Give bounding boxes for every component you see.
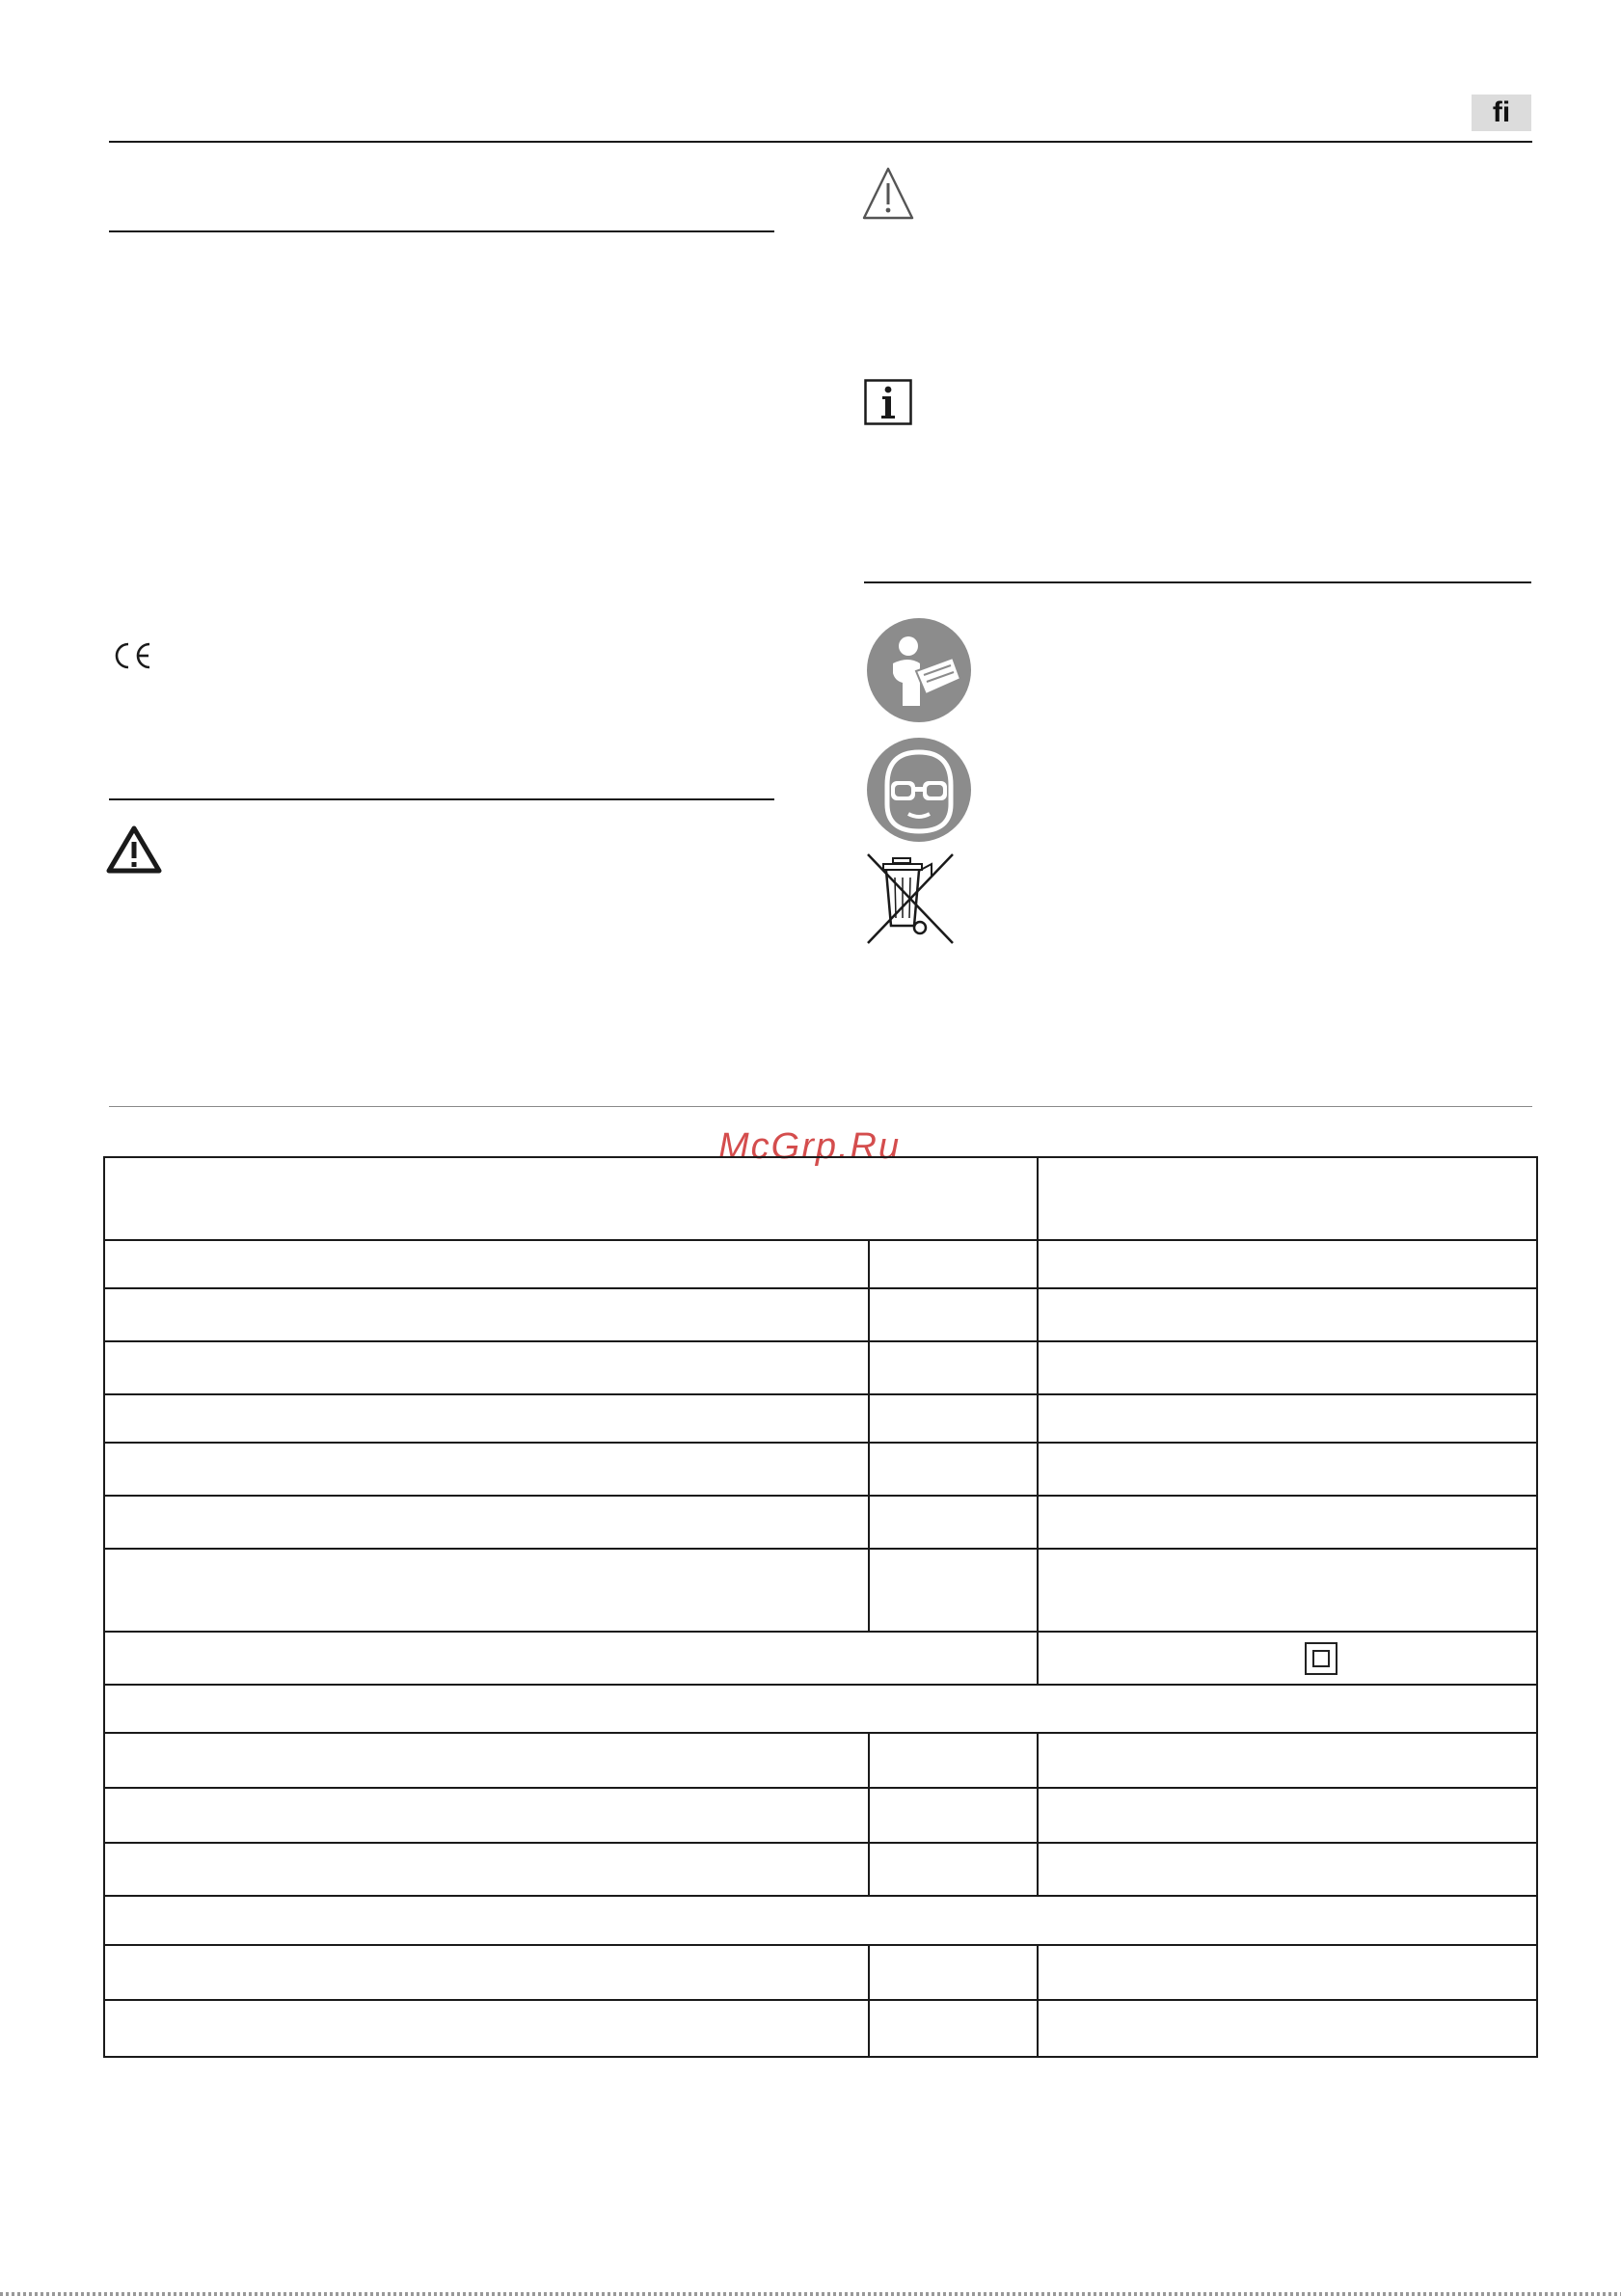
table-row [104, 1443, 1537, 1496]
table-cell [869, 1788, 1038, 1843]
table-cell [104, 1394, 869, 1443]
table-cell [104, 1632, 1038, 1685]
table-header-row [104, 1157, 1537, 1240]
table-cell [1038, 2000, 1537, 2057]
table-cell [104, 1788, 869, 1843]
left-section-rule-1 [109, 230, 774, 232]
table-cell [104, 1496, 869, 1549]
table-cell [869, 1945, 1038, 2000]
table-cell [1038, 1157, 1537, 1240]
table-row [104, 1496, 1537, 1549]
page-bottom-edge [0, 2292, 1621, 2296]
protection-class-cell [1038, 1632, 1537, 1685]
table-cell [104, 1443, 869, 1496]
table-section-row [104, 1896, 1537, 1945]
table-row [104, 1341, 1537, 1394]
table-cell [869, 1240, 1038, 1288]
table-cell [1038, 1788, 1537, 1843]
table-cell [869, 1733, 1038, 1788]
table-cell [104, 1240, 869, 1288]
warning-triangle-icon [106, 824, 162, 875]
right-section-rule [864, 581, 1531, 583]
table-cell [869, 1341, 1038, 1394]
table-cell [1038, 1843, 1537, 1896]
eye-protection-icon [866, 737, 972, 843]
table-cell [104, 1341, 869, 1394]
table-cell [1038, 1443, 1537, 1496]
header-rule [109, 141, 1532, 143]
info-icon [864, 379, 912, 425]
table-cell [104, 1549, 869, 1632]
table-cell [869, 1443, 1038, 1496]
table-row [104, 1549, 1537, 1632]
table-section-cell [104, 1896, 1537, 1945]
left-section-rule-2 [109, 798, 774, 800]
language-badge: fi [1472, 95, 1531, 131]
table-row [104, 1394, 1537, 1443]
table-cell [1038, 1733, 1537, 1788]
table-cell [1038, 1240, 1537, 1288]
table-row [104, 2000, 1537, 2057]
table-cell [869, 1394, 1038, 1443]
table-row [104, 1733, 1537, 1788]
table-cell [1038, 1549, 1537, 1632]
class-ii-icon [1305, 1642, 1337, 1675]
table-cell [869, 1496, 1038, 1549]
table-cell [1038, 1341, 1537, 1394]
table-cell [104, 1157, 1038, 1240]
table-cell [869, 2000, 1038, 2057]
table-cell [1038, 1945, 1537, 2000]
table-cell [104, 2000, 869, 2057]
table-section-row [104, 1685, 1537, 1733]
crossed-out-bin-icon [864, 852, 957, 945]
table-cell [869, 1843, 1038, 1896]
table-cell [869, 1549, 1038, 1632]
technical-data-table [103, 1156, 1538, 2058]
table-cell [869, 1288, 1038, 1341]
protection-class-row [104, 1632, 1537, 1685]
table-cell [104, 1733, 869, 1788]
table-row [104, 1788, 1537, 1843]
table-row [104, 1843, 1537, 1896]
table-cell [104, 1945, 869, 2000]
table-row [104, 1945, 1537, 2000]
table-section-cell [104, 1685, 1537, 1733]
table-cell [1038, 1288, 1537, 1341]
table-cell [104, 1843, 869, 1896]
warning-triangle-outline-icon [861, 166, 915, 222]
table-top-rule [109, 1106, 1532, 1107]
watermark-text: McGrp.Ru [718, 1126, 902, 1167]
read-manual-icon [866, 617, 972, 723]
table-cell [1038, 1394, 1537, 1443]
ce-mark-icon [109, 638, 155, 673]
table-row [104, 1240, 1537, 1288]
table-cell [104, 1288, 869, 1341]
table-row [104, 1288, 1537, 1341]
table-cell [1038, 1496, 1537, 1549]
